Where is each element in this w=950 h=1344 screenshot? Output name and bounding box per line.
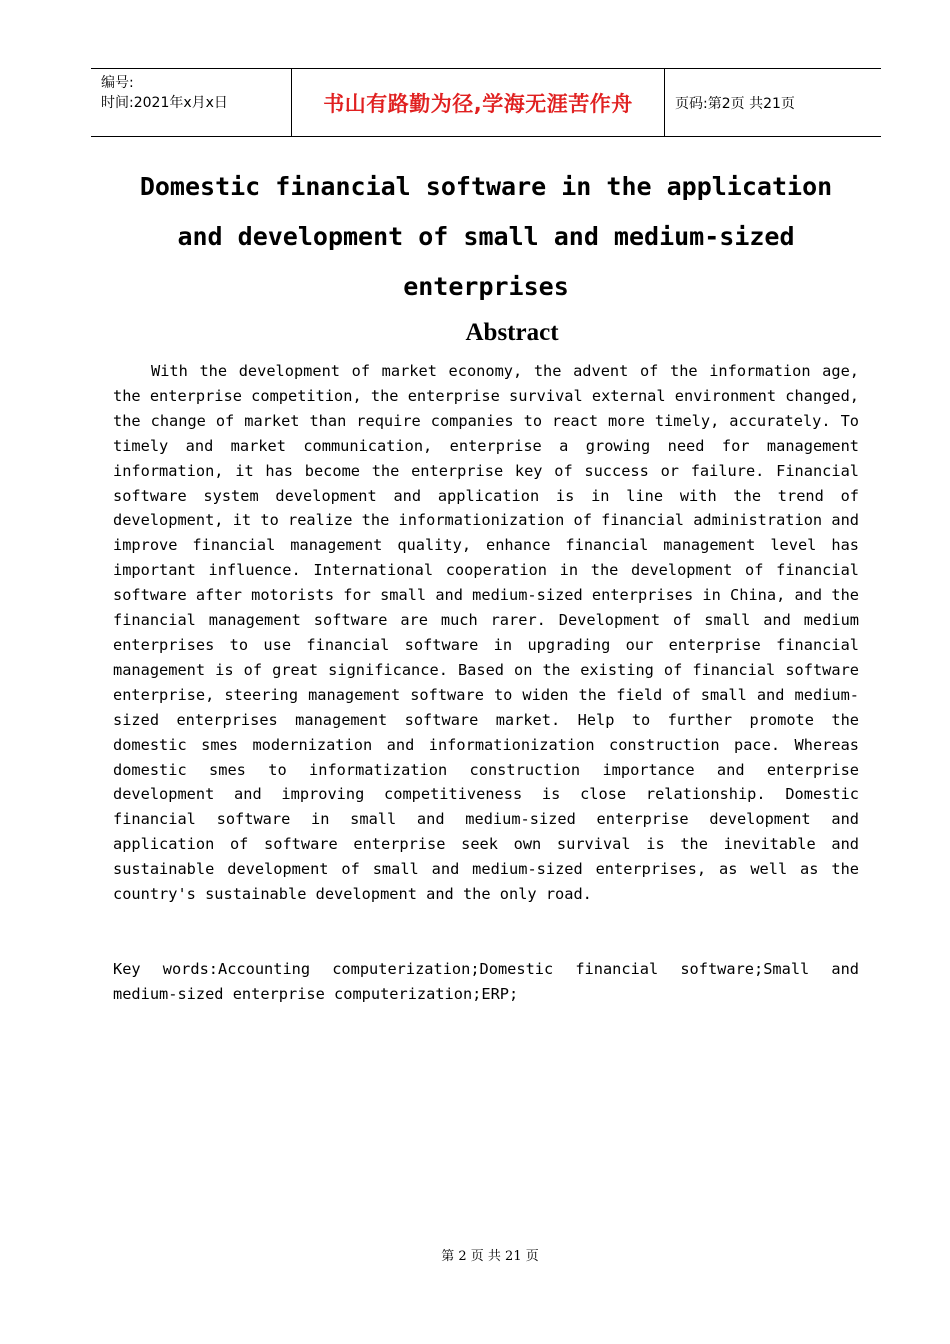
page-footer: 第 2 页 共 21 页	[441, 1249, 539, 1264]
document-time-label: 时间:2021年x月x日	[101, 95, 228, 111]
document-number-label: 编号:	[101, 75, 134, 91]
header-page-number: 页码:第2页 共21页	[675, 95, 795, 112]
page-header	[91, 68, 881, 137]
abstract-heading: Abstract	[465, 319, 559, 346]
keywords-line: Key words:Accounting computerization;Domestic financial software;Small and medium-sized enterprise computerization;ERP;	[113, 960, 859, 1003]
abstract-body: With the development of market economy, the advent of the information age, the enterprise competition, the enterprise survival external environment changed, the change of market than require companies to react more timely, accurately. To timely and market communication, enterprise a growing need for management information, it has become the enterprise key of success or failure. Financial software system development and application is in line with the trend of development, it to realize the informationization of financial administration and improve financial management quality, enhance financial management level has important influence. International cooperation in the development of financial software after motorists for small and medium-sized enterprises in China, and the financial management software are much rarer. Development of small and medium enterprises to use financial software in upgrading our enterprise financial management is of great significance. Based on the existing of financial software enterprise, steering management software to widen the field of small and medium-sized enterprises management software market. Help to further promote the domestic smes modernization and informationization construction pace. Whereas domestic smes to informatization construction importance and enterprise development and improving competitiveness is close relationship. Domestic financial software in small and medium-sized enterprise development and application of software enterprise seek own survival is the inevitable and sustainable development of small and medium-sized enterprises, as well as the country's sustainable development and the only road.	[113, 362, 859, 904]
document-title: Domestic financial software in the application and development of small and medium-sized enterprises	[139, 172, 833, 301]
header-motto: 书山有路勤为径,学海无涯苦作舟	[292, 69, 665, 136]
header-meta	[91, 69, 292, 136]
